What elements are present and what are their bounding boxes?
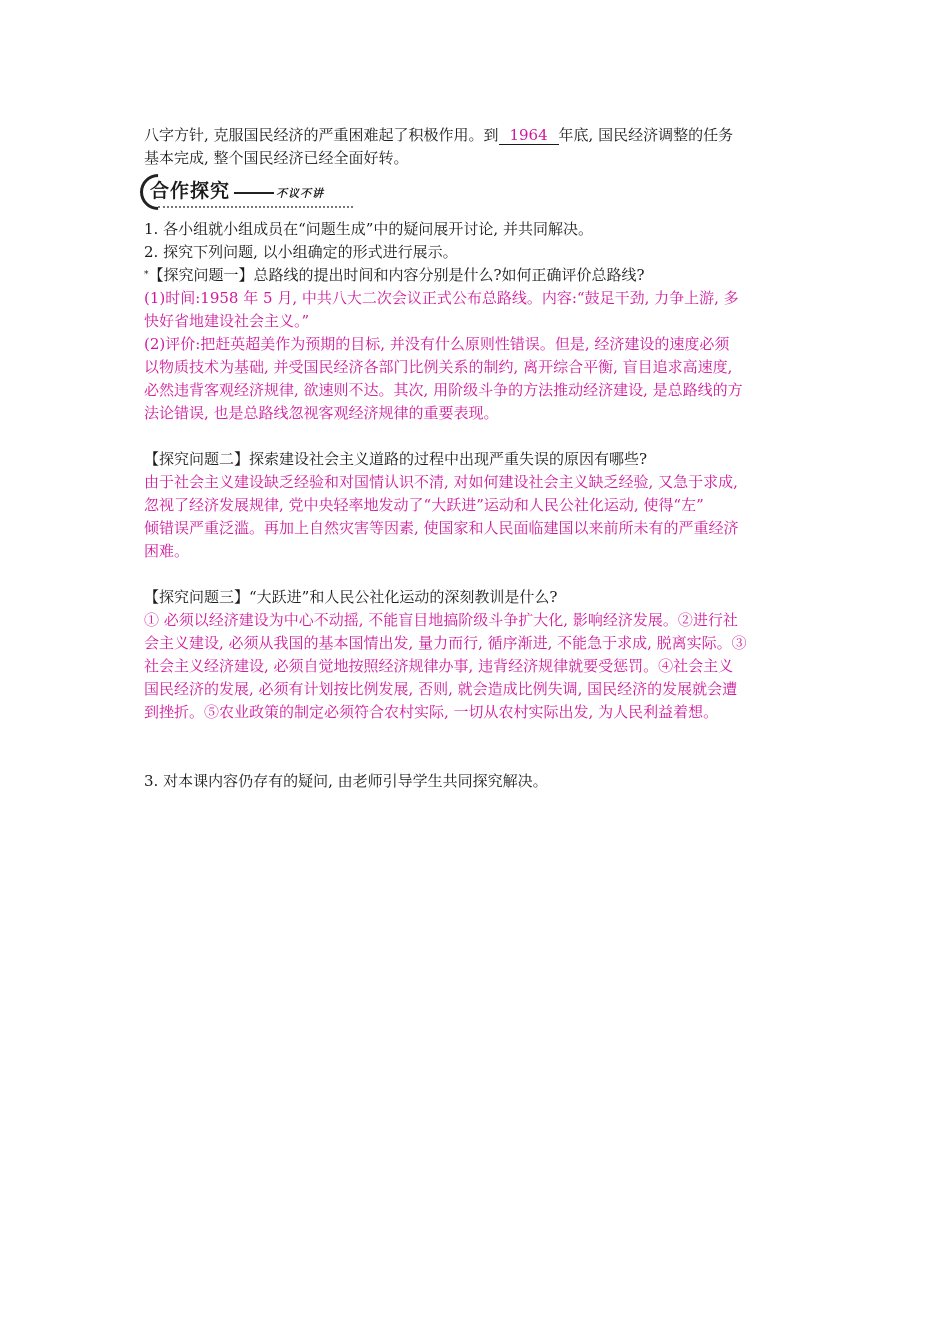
closing-instruction: 3. 对本课内容仍存有的疑问, 由老师引导学生共同探究解决。: [144, 772, 548, 790]
answer-3-line: 会主义建设, 必须从我国的基本国情出发, 量力而行, 循序渐进, 不能急于求成, 脱离实际。③: [144, 634, 747, 652]
banner-dotted-underline: [158, 206, 353, 208]
section-subtitle: 不议不讲: [276, 187, 325, 200]
answer-1-line: 以物质技术为基础, 并受国民经济各部门比例关系的制约, 离开综合平衡, 盲目追求高速度,: [144, 358, 733, 376]
answer-2-line: 困难。: [144, 542, 190, 560]
answer-1-line: 快好省地建设社会主义。”: [144, 312, 310, 330]
answer-3-line: ① 必须以经济建设为中心不动摇, 不能盲目地搞阶级斗争扩大化, 影响经济发展。②进行社: [144, 611, 738, 629]
fill-blank-year: 1964: [499, 126, 559, 145]
answer-1-line: 必然违背客观经济规律, 欲速则不达。其次, 用阶级斗争的方法推动经济建设, 是总路线的方: [144, 381, 743, 399]
answer-3-line: 到挫折。⑤农业政策的制定必须符合农村实际, 一切从农村实际出发, 为人民利益着想。: [144, 703, 719, 721]
banner-dash-line: [234, 192, 274, 194]
answer-2-line: 忽视了经济发展规律, 党中央轻率地发动了“大跃进”运动和人民公社化运动, 使得“左”: [144, 496, 704, 514]
intro-line-1: [144, 124, 814, 147]
answer-1-line: (2)评价:把赶英超美作为预期的目标, 并没有什么原则性错误。但是, 经济建设的速度必须: [144, 335, 730, 353]
question-1: [144, 264, 814, 287]
answer-1-line: 法论错误, 也是总路线忽视客观经济规律的重要表现。: [144, 404, 499, 422]
section-title: 合作探究: [150, 180, 231, 202]
answer-3-line: 国民经济的发展, 必须有计划按比例发展, 否则, 就会造成比例失调, 国民经济的发展就会遭: [144, 680, 738, 698]
instruction-1: 1. 各小组就小组成员在“问题生成”中的疑问展开讨论, 并共同解决。: [144, 220, 593, 238]
answer-2-line: 由于社会主义建设缺乏经验和对国情认识不清, 对如何建设社会主义缺乏经验, 又急于求成,: [144, 473, 738, 491]
answer-3-line: 社会主义经济建设, 必须自觉地按照经济规律办事, 违背经济规律就要受惩罚。④社会主义: [144, 657, 734, 675]
question-3: 【探究问题三】“大跃进”和人民公社化运动的深刻教训是什么?: [144, 588, 558, 606]
instruction-2: 2. 探究下列问题, 以小组确定的形式进行展示。: [144, 243, 458, 261]
section-banner: [140, 172, 814, 212]
intro-text-before: 八字方针, 克服国民经济的严重困难起了积极作用。到: [144, 126, 499, 144]
answer-2-line: 倾错误严重泛滥。再加上自然灾害等因素, 使国家和人民面临建国以来前所未有的严重经济: [144, 519, 739, 537]
intro-text-after: 年底, 国民经济调整的任务: [558, 126, 734, 144]
question-1-text: 【探究问题一】总路线的提出时间和内容分别是什么?如何正确评价总路线?: [148, 266, 645, 284]
document-page: [144, 124, 814, 793]
question-2: 【探究问题二】探索建设社会主义道路的过程中出现严重失误的原因有哪些?: [144, 450, 648, 468]
question-marker: *: [144, 270, 149, 280]
intro-line-2: 基本完成, 整个国民经济已经全面好转。: [144, 149, 409, 167]
answer-1-line: (1)时间:1958 年 5 月, 中共八大二次会议正式公布总路线。内容:“鼓足干劲, 力争上游, 多: [144, 289, 739, 307]
